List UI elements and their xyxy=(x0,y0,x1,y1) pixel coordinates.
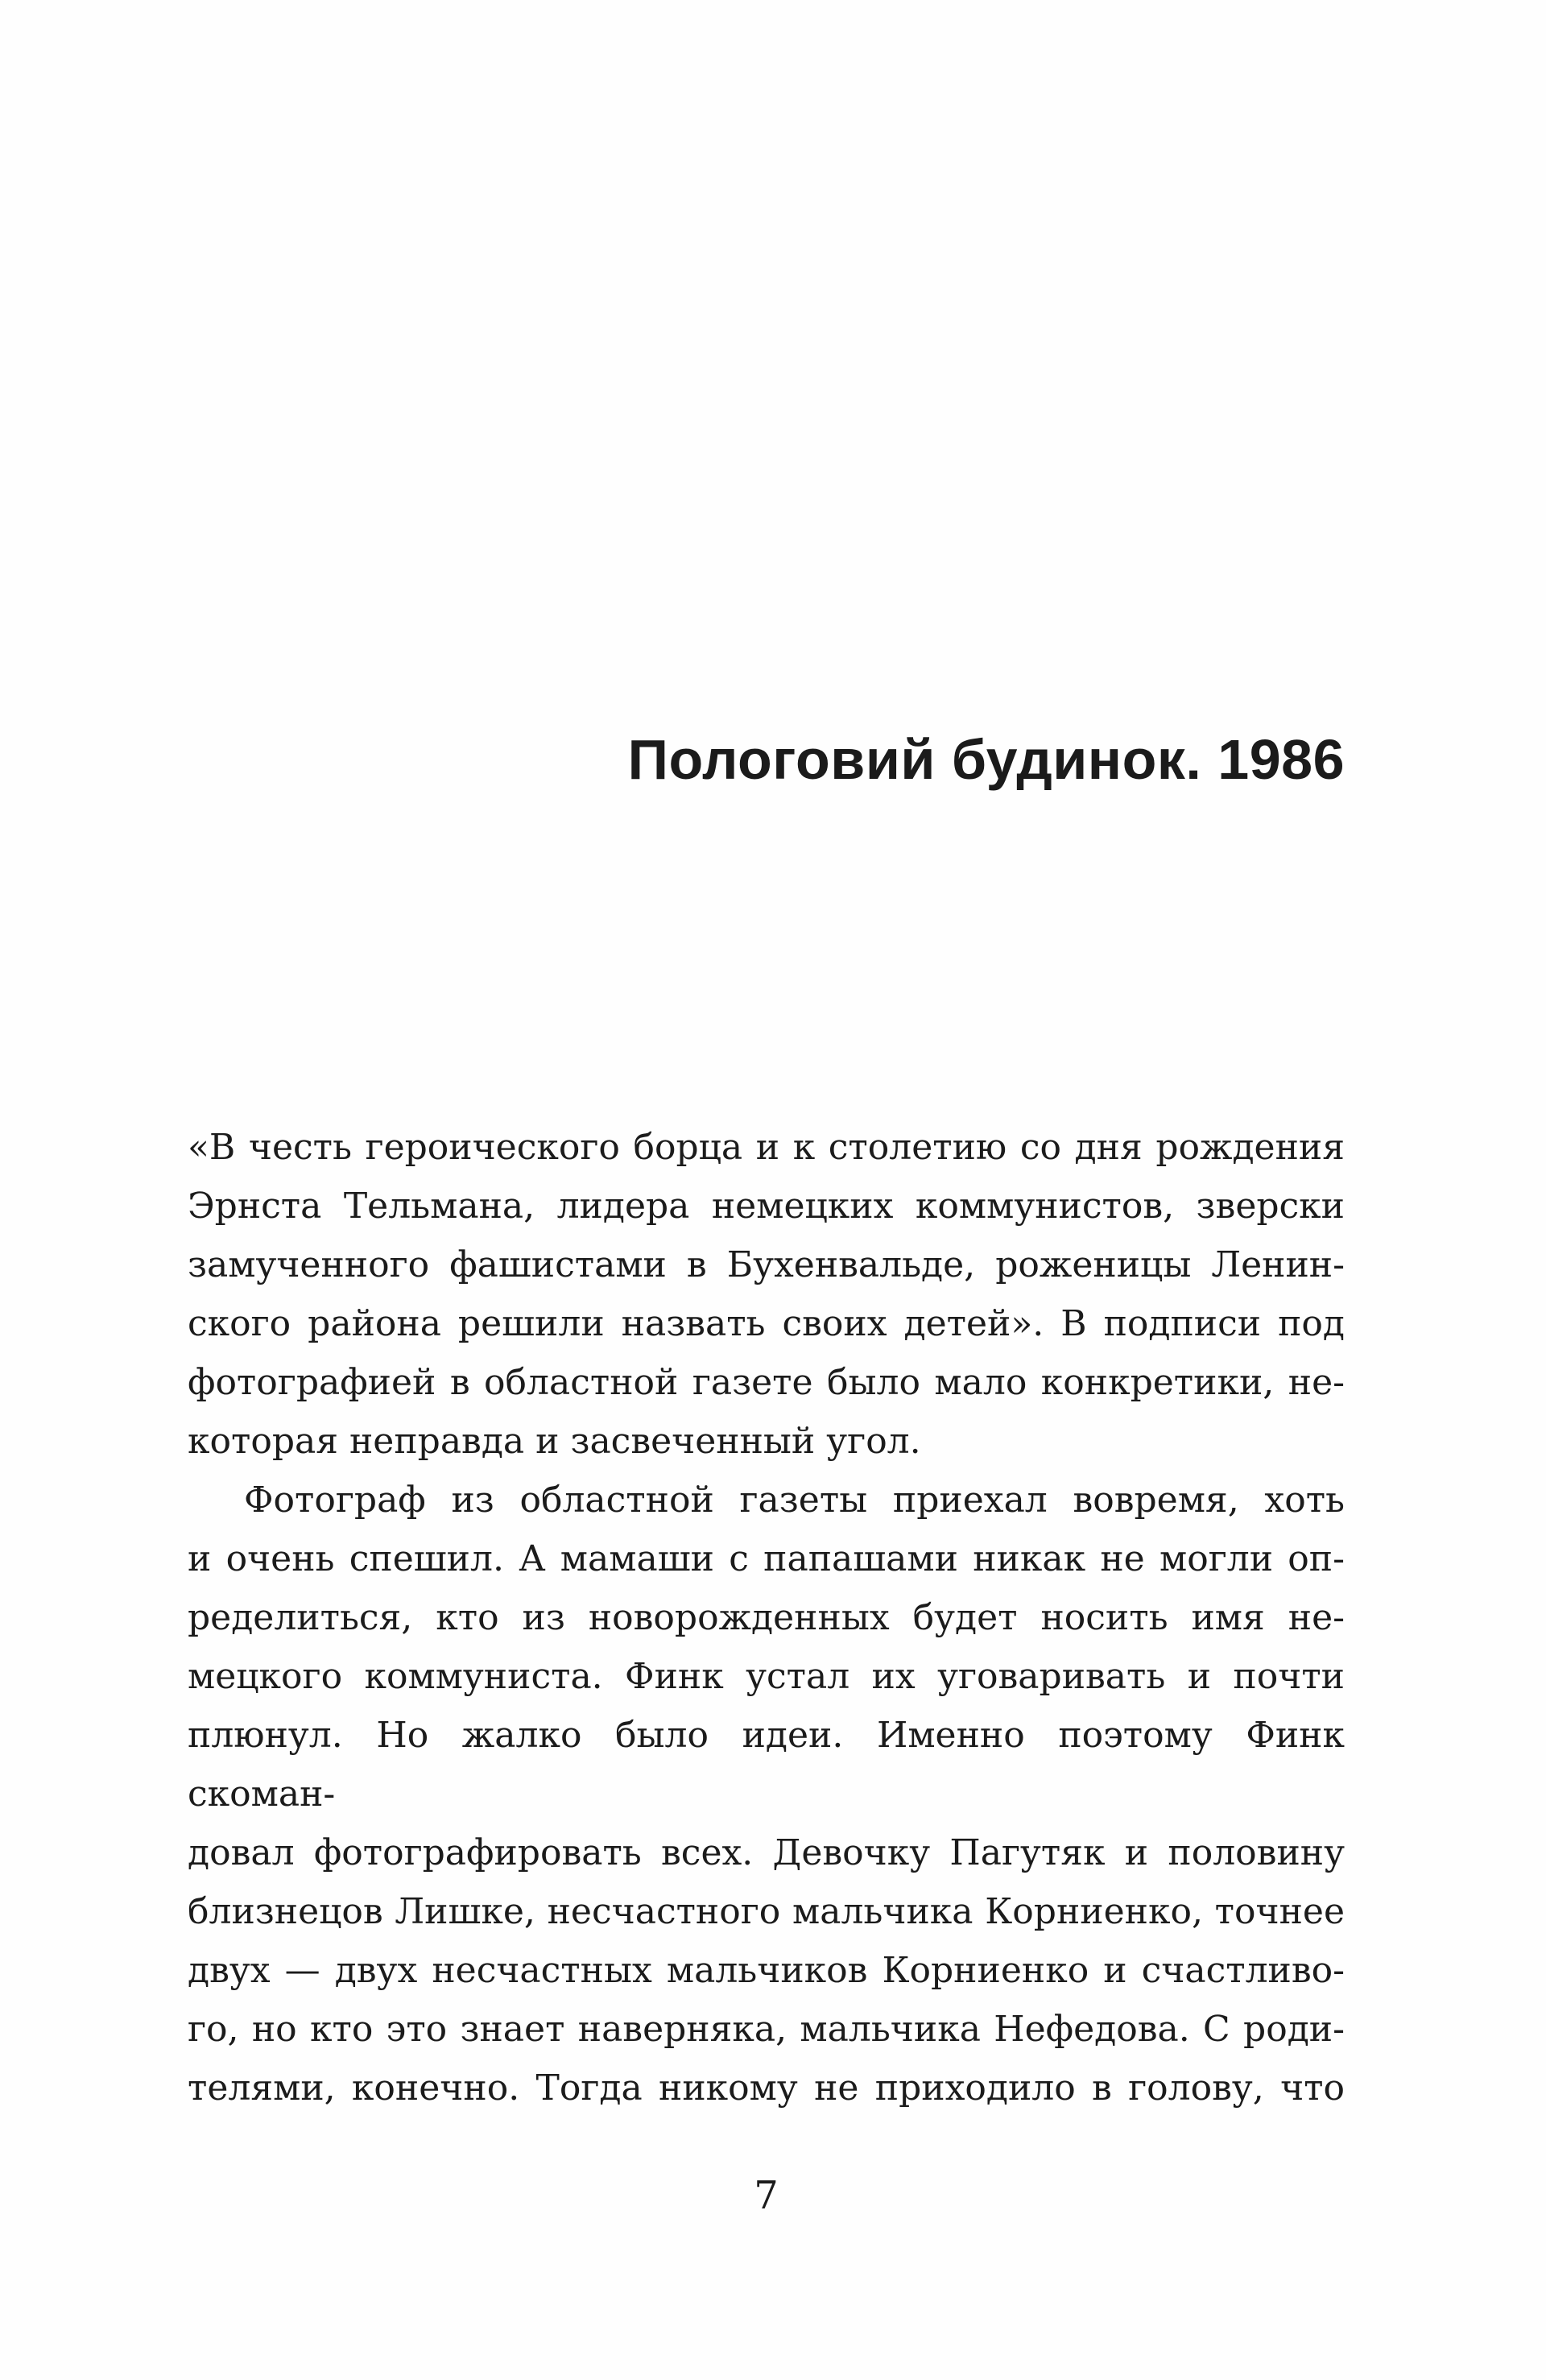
body-text xyxy=(188,1118,1345,2117)
text-line: ределиться, кто из новорожденных будет носить имя не- xyxy=(188,1597,1345,1638)
text-line: которая неправда и засвеченный угол. xyxy=(188,1421,921,1462)
text-line: Фотограф из областной газеты приехал вовремя, хоть xyxy=(244,1480,1345,1521)
text-line: фотографией в областной газете было мало конкретики, не- xyxy=(188,1362,1345,1403)
text-line: го, но кто это знает наверняка, мальчика Нефедова. С роди- xyxy=(188,2009,1345,2050)
text-line: довал фотографировать всех. Девочку Пагутяк и половину xyxy=(188,1832,1345,1873)
text-line: «В честь героического борца и к столетию со дня рождения xyxy=(188,1127,1345,1168)
text-line: двух — двух несчастных мальчиков Корниенко и счастливо- xyxy=(188,1950,1345,1991)
text-line: и очень спешил. А мамаши с папашами никак не могли оп- xyxy=(188,1538,1345,1579)
text-line: мецкого коммуниста. Финк устал их уговаривать и почти xyxy=(188,1656,1345,1697)
text-line: плюнул. Но жалко было идеи. Именно поэтому Финк скоман- xyxy=(188,1715,1345,1815)
chapter-title: Пологовий будинок. 1986 xyxy=(627,728,1345,791)
text-line: ского района решили назвать своих детей». В подписи под xyxy=(188,1303,1345,1344)
text-line: близнецов Лишке, несчастного мальчика Корниенко, точнее xyxy=(188,1891,1345,1932)
text-line: Эрнста Тельмана, лидера немецких коммунистов, зверски xyxy=(188,1186,1345,1227)
text-line: замученного фашистами в Бухенвальде, роженицы Ленин- xyxy=(188,1244,1345,1285)
text-line: телями, конечно. Тогда никому не приходило в голову, что xyxy=(188,2067,1345,2109)
page-number: 7 xyxy=(754,2173,779,2218)
